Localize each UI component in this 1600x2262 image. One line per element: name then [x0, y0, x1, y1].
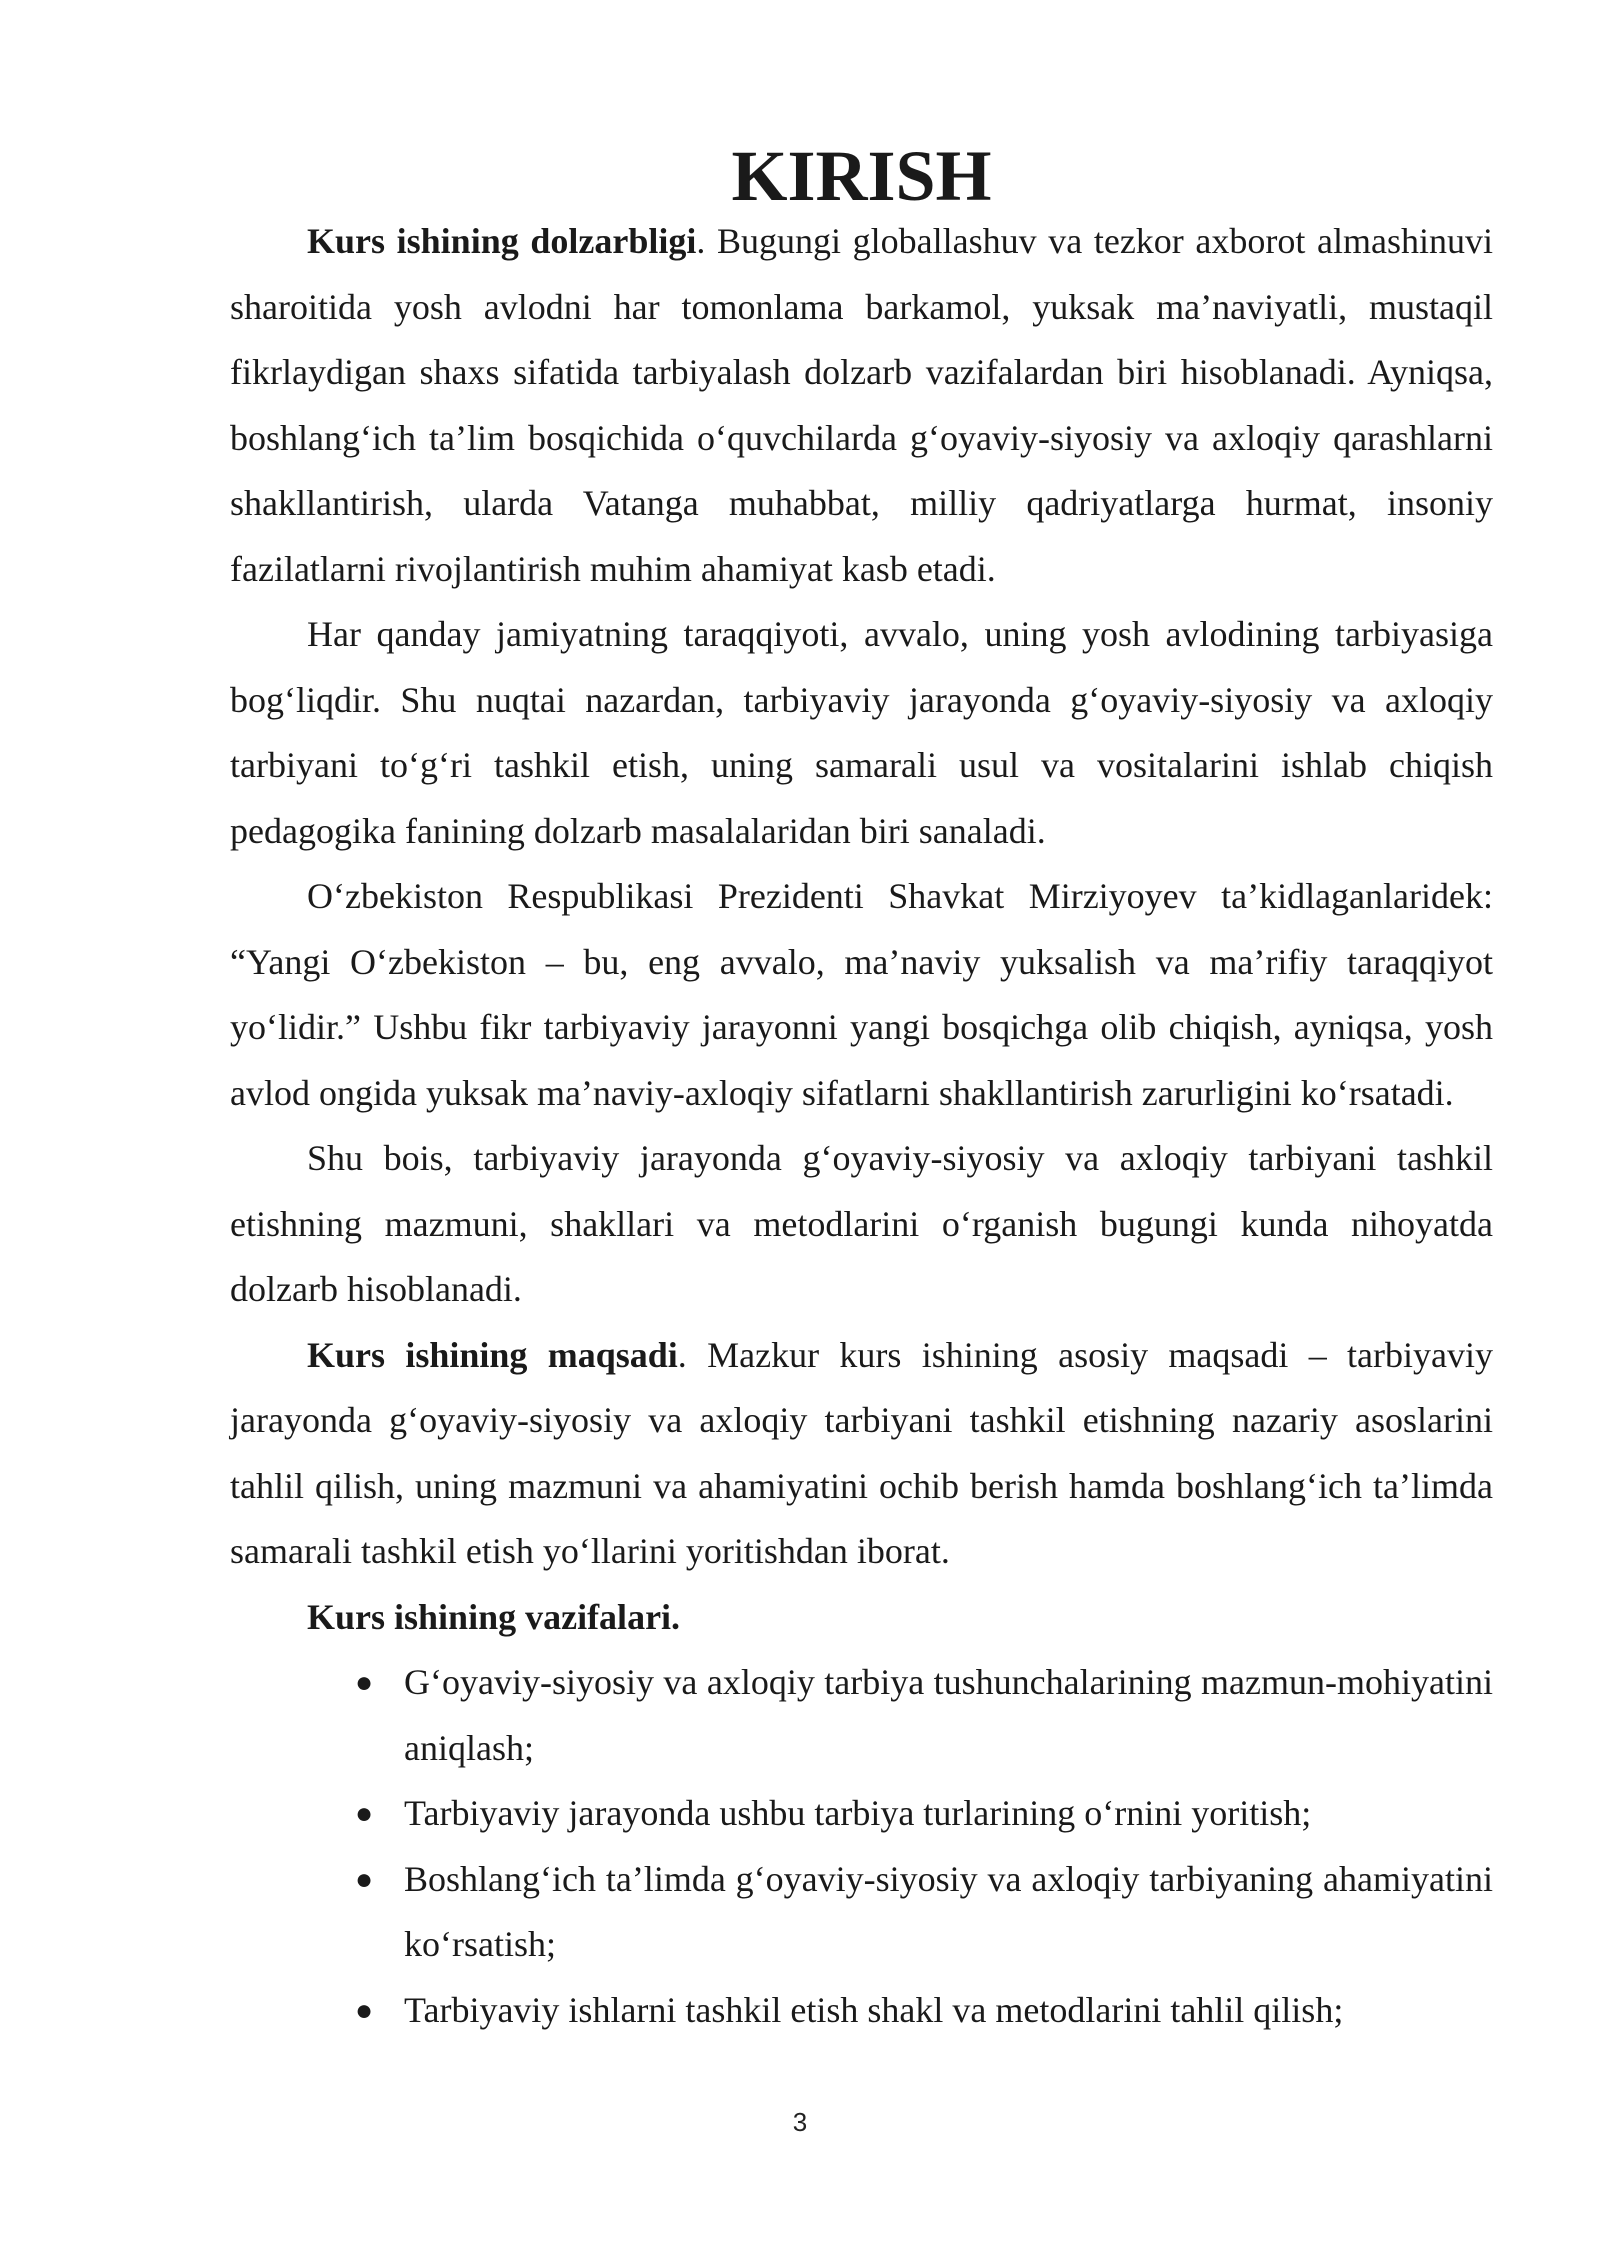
bullet-icon: ●	[355, 1862, 374, 1896]
list-item-text: Boshlang‘ich ta’limda g‘oyaviy-siyosiy va axloqiy tarbiyaning ahamiyatini ko‘rsatish;	[404, 1858, 1493, 1964]
relevance-label: Kurs ishining dolzarbligi	[307, 221, 697, 261]
list-item-text: Tarbiyaviy ishlarni tashkil etish shakl va metodlarini tahlil qilish;	[404, 1989, 1344, 2030]
goal-label: Kurs ishining maqsadi	[307, 1334, 678, 1375]
body-paragraph: Har qanday jamiyatning taraqqiyoti, avvalo, uning yosh avlodining tarbiyasiga bog‘liqdir. Shu nuqtai nazardan, tarbiyaviy jarayonda g‘oyaviy-siyosiy va axloqiy tarbiyani to‘g‘ri tashkil etish, uning samarali usul va vositalarini ishlab chiqish pedagogika fanining dolzarb masalalaridan biri sanaladi.	[230, 614, 1493, 851]
bullet-icon: ●	[355, 1993, 374, 2027]
relevance-paragraph	[230, 209, 1493, 602]
list-item	[230, 1650, 1493, 1781]
list-item	[230, 1978, 1493, 2044]
page-content	[230, 136, 1493, 2043]
list-item-text: Tarbiyaviy jarayonda ushbu tarbiya turlarining o‘rnini yoritish;	[404, 1793, 1312, 1833]
tasks-heading: Kurs ishining vazifalari.	[307, 1596, 681, 1637]
section-heading: KIRISH	[731, 136, 992, 216]
goal-text: . Mazkur kurs ishining asosiy maqsadi – tarbiyaviy jarayonda g‘oyaviy-siyosiy va axloqiy tarbiyani tashkil etishning nazariy asoslarini tahlil qilish, uning mazmuni va ahamiyatini ochib berish hamda boshlang‘ich ta’limda samarali tashkil etish yo‘llarini yoritishdan iborat.	[230, 1334, 1493, 1571]
relevance-text: . Bugungi globallashuv va tezkor axborot almashinuvi sharoitida yosh avlodni har tomonlama barkamol, yuksak ma’naviyatli, mustaqil fikrlaydigan shaxs sifatida tarbiyalash dolzarb vazifalardan biri hisoblanadi. Ayniqsa, boshlang‘ich ta’lim bosqichida o‘quvchilarda g‘oyaviy-siyosiy va axloqiy qarashlarni shakllantirish, ularda Vatanga muhabbat, milliy qadriyatlarga hurmat, insoniy fazilatlarni rivojlantirish muhim ahamiyat kasb etadi.	[230, 221, 1493, 589]
body-paragraph: O‘zbekiston Respublikasi Prezidenti Shavkat Mirziyoyev ta’kidlaganlaridek: “Yangi O‘zbekiston – bu, eng avvalo, ma’naviy yuksalish va ma’rifiy taraqqiyot yo‘lidir.” Ushbu fikr tarbiyaviy jarayonni yangi bosqichga olib chiqish, ayniqsa, yosh avlod ongida yuksak ma’naviy-axloqiy sifatlarni shakllantirish zarurligini ko‘rsatadi.	[230, 876, 1493, 1113]
bullet-icon: ●	[355, 1666, 374, 1699]
body-paragraph: Shu bois, tarbiyaviy jarayonda g‘oyaviy-siyosiy va axloqiy tarbiyani tashkil etishning mazmuni, shakllari va metodlarini o‘rganish bugungi kunda nihoyatda dolzarb hisoblanadi.	[230, 1138, 1493, 1309]
page-number: 3	[792, 2107, 808, 2137]
list-item-text: G‘oyaviy-siyosiy va axloqiy tarbiya tushunchalarining mazmun-mohiyatini aniqlash;	[404, 1662, 1493, 1768]
tasks-list	[230, 1650, 1493, 2043]
list-item	[230, 1847, 1493, 1978]
list-item	[230, 1781, 1493, 1847]
goal-paragraph	[230, 1323, 1493, 1585]
bullet-icon: ●	[355, 1797, 374, 1830]
